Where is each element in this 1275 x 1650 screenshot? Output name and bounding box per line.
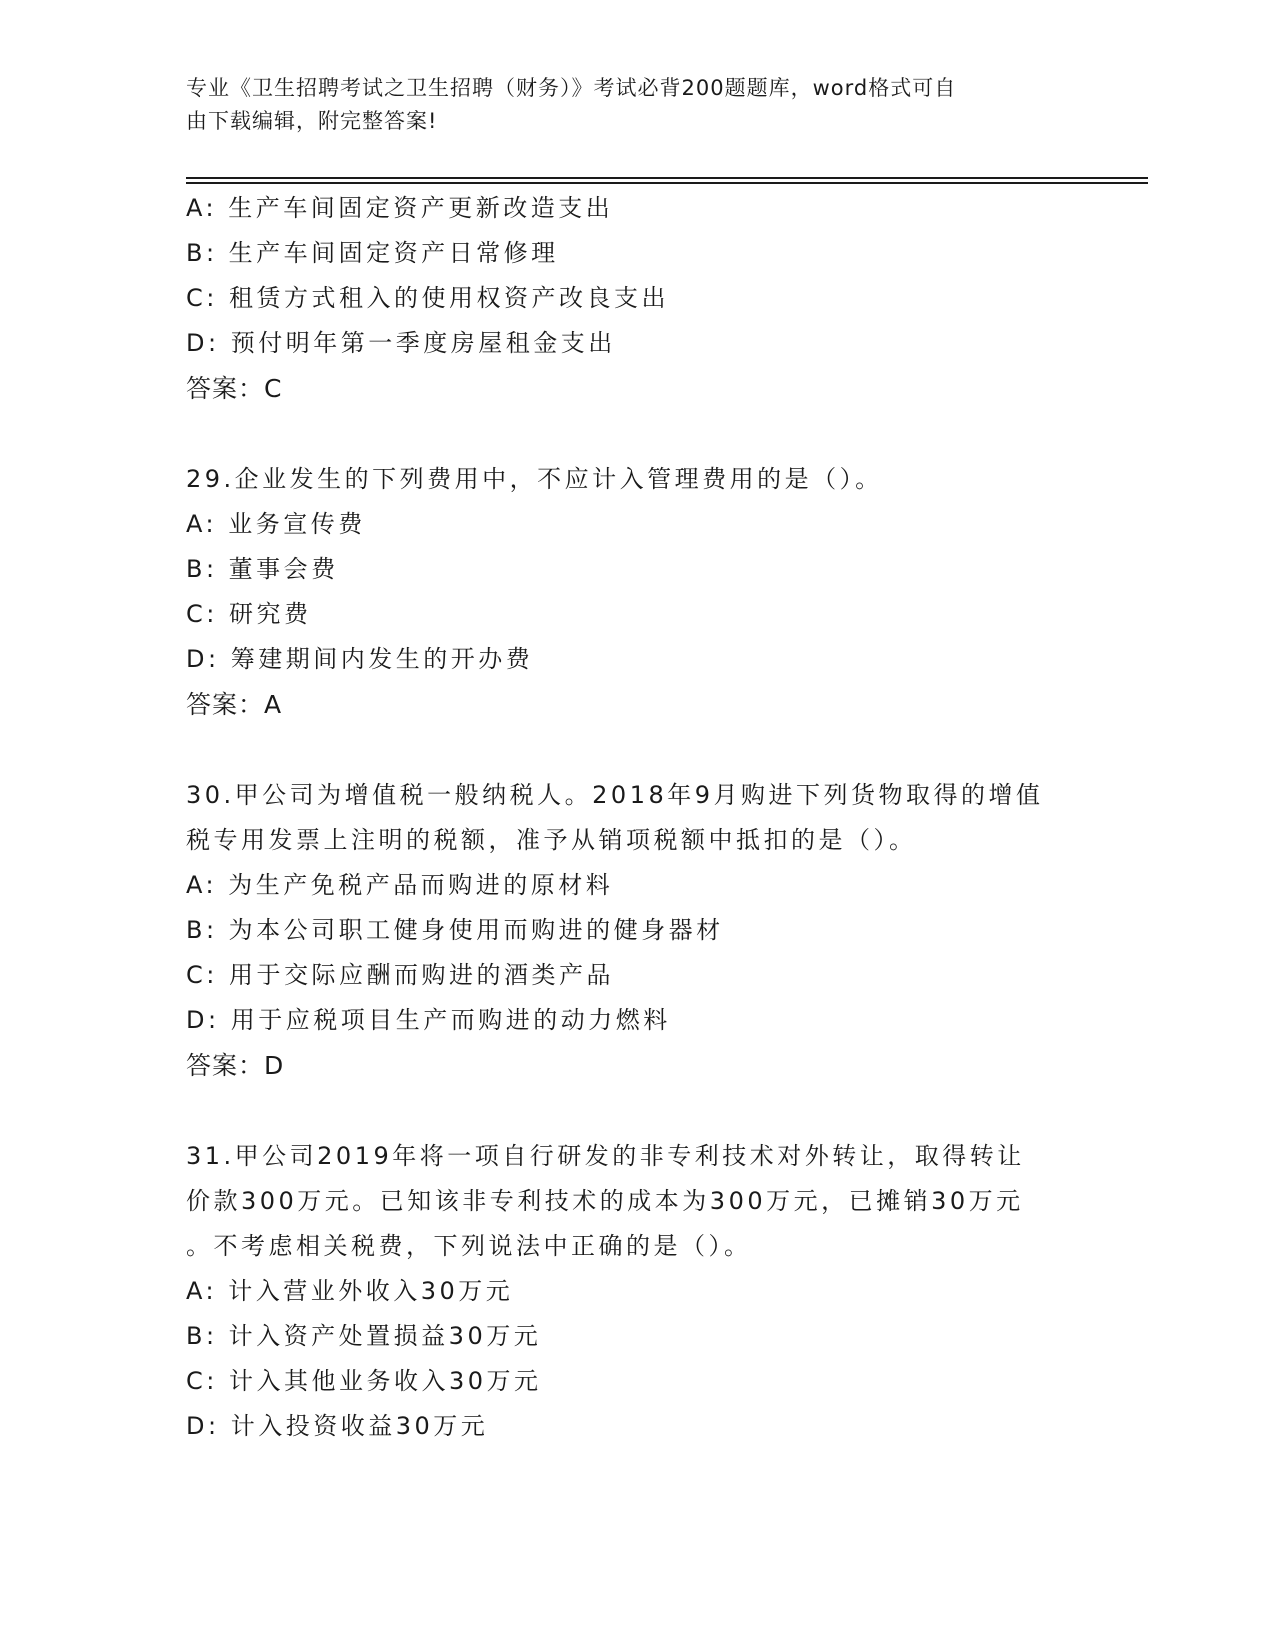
option-b: B: 为本公司职工健身使用而购进的健身器材 bbox=[186, 916, 724, 944]
question-stem: 29.企业发生的下列费用中，不应计入管理费用的是（）。 bbox=[186, 465, 883, 493]
header-divider-bottom bbox=[186, 182, 1148, 184]
question-block-31 bbox=[186, 1134, 1086, 1449]
option-d: D: 筹建期间内发生的开办费 bbox=[186, 645, 534, 673]
option-b: B: 生产车间固定资产日常修理 bbox=[186, 239, 559, 267]
option-a: A: 生产车间固定资产更新改造支出 bbox=[186, 194, 614, 222]
option-d: D: 用于应税项目生产而购进的动力燃料 bbox=[186, 1006, 671, 1034]
header-divider-top bbox=[186, 177, 1148, 179]
header-line-2: 由下载编辑，附完整答案! bbox=[186, 109, 438, 133]
header-line-1: 专业《卫生招聘考试之卫生招聘（财务）》考试必背200题题库，word格式可自 bbox=[186, 76, 957, 100]
document-header bbox=[186, 72, 1086, 138]
option-c: C: 用于交际应酬而购进的酒类产品 bbox=[186, 961, 614, 989]
question-block-28 bbox=[186, 186, 1086, 412]
question-stem: 税专用发票上注明的税额，准予从销项税额中抵扣的是（）。 bbox=[186, 826, 917, 854]
spacer bbox=[186, 412, 1086, 457]
question-stem: 30.甲公司为增值税一般纳税人。2018年9月购进下列货物取得的增值 bbox=[186, 781, 1044, 809]
answer-line: 答案：D bbox=[186, 1051, 285, 1080]
question-stem: 价款300万元。已知该非专利技术的成本为300万元，已摊销30万元 bbox=[186, 1187, 1024, 1215]
option-a: A: 计入营业外收入30万元 bbox=[186, 1277, 514, 1305]
question-stem: 。不考虑相关税费，下列说法中正确的是（）。 bbox=[186, 1232, 752, 1260]
answer-line: 答案：A bbox=[186, 690, 283, 719]
option-d: D: 预付明年第一季度房屋租金支出 bbox=[186, 329, 616, 357]
option-d: D: 计入投资收益30万元 bbox=[186, 1412, 489, 1440]
option-b: B: 计入资产处置损益30万元 bbox=[186, 1322, 542, 1350]
question-block-30 bbox=[186, 773, 1086, 1089]
spacer bbox=[186, 728, 1086, 773]
spacer bbox=[186, 1089, 1086, 1134]
option-c: C: 租赁方式租入的使用权资产改良支出 bbox=[186, 284, 669, 312]
option-a: A: 为生产免税产品而购进的原材料 bbox=[186, 871, 614, 899]
question-list bbox=[186, 186, 1086, 1449]
answer-line: 答案：C bbox=[186, 374, 283, 403]
option-c: C: 研究费 bbox=[186, 600, 312, 628]
option-b: B: 董事会费 bbox=[186, 555, 339, 583]
question-stem: 31.甲公司2019年将一项自行研发的非专利技术对外转让，取得转让 bbox=[186, 1142, 1025, 1170]
option-a: A: 业务宣传费 bbox=[186, 510, 366, 538]
option-c: C: 计入其他业务收入30万元 bbox=[186, 1367, 542, 1395]
question-block-29 bbox=[186, 457, 1086, 728]
